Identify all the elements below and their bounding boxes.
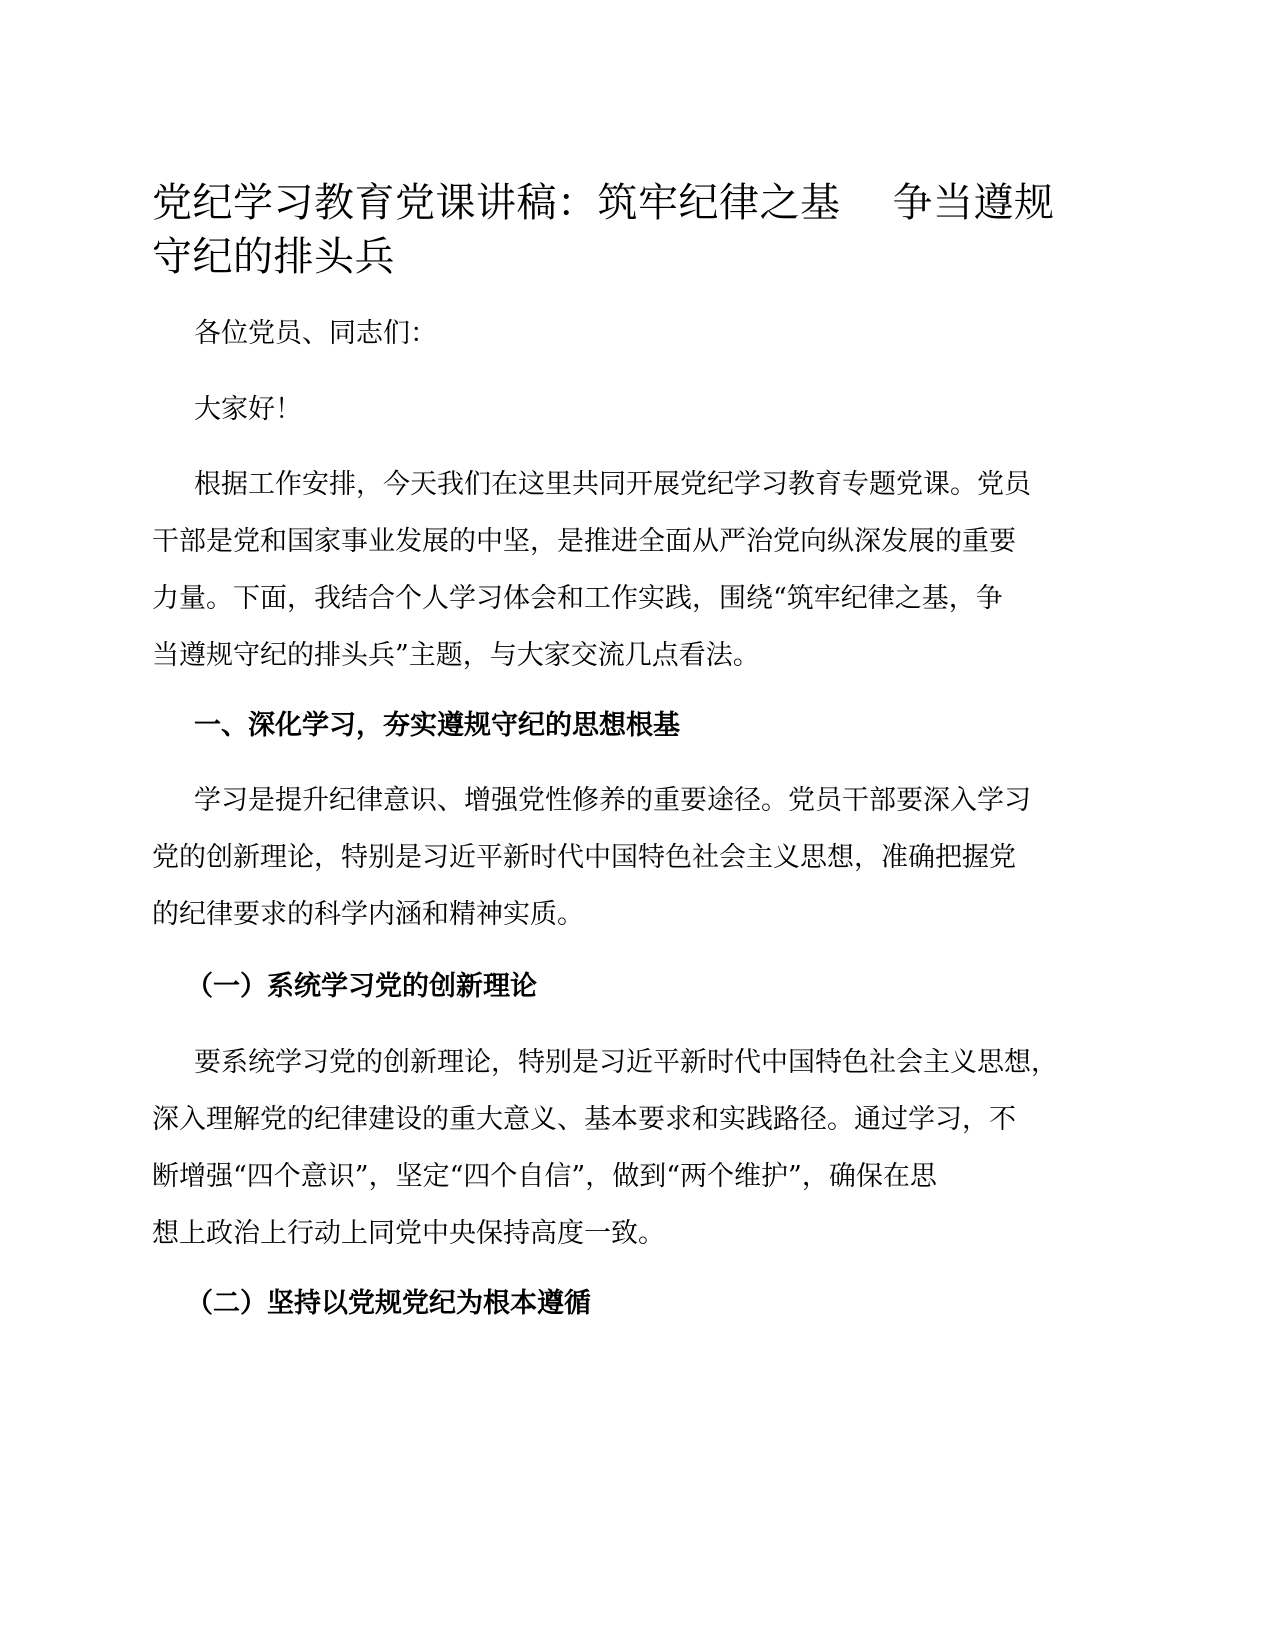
- intro-line-2: 干部是党和国家事业发展的中坚，是推进全面从严治党向纵深发展的重要: [152, 526, 1016, 557]
- subsection-1-line-3: 断增强“四个意识”，坚定“四个自信”，做到“两个维护”，确保在思: [152, 1161, 937, 1192]
- salutation: 各位党员、同志们：: [194, 318, 437, 349]
- subsection-1-line-1: 要系统学习党的创新理论，特别是习近平新时代中国特色社会主义思想，: [194, 1047, 1058, 1078]
- title-part-1: 党纪学习教育党课讲稿：筑牢纪律之基: [152, 180, 841, 226]
- document-title: [152, 176, 1112, 284]
- subsection-1-line-2: 深入理解党的纪律建设的重大意义、基本要求和实践路径。通过学习，不: [152, 1104, 1016, 1135]
- intro-line-1: 根据工作安排，今天我们在这里共同开展党纪学习教育专题党课。党员: [194, 469, 1031, 500]
- subsection-1-heading: （一）系统学习党的创新理论: [186, 971, 537, 1002]
- subsection-1-line-4: 想上政治上行动上同党中央保持高度一致。: [152, 1218, 665, 1249]
- section-1-paragraph: [152, 772, 1031, 943]
- section-1-line-3: 的纪律要求的科学内涵和精神实质。: [152, 899, 584, 930]
- greeting: 大家好！: [194, 394, 302, 425]
- subsection-2-heading: （二）坚持以党规党纪为根本遵循: [186, 1288, 591, 1319]
- section-1-line-2: 党的创新理论，特别是习近平新时代中国特色社会主义思想，准确把握党: [152, 842, 1016, 873]
- section-1-heading: 一、深化学习，夯实遵规守纪的思想根基: [194, 710, 680, 741]
- section-1-line-1: 学习是提升纪律意识、增强党性修养的重要途径。党员干部要深入学习: [194, 785, 1031, 816]
- intro-line-4: 当遵规守纪的排头兵”主题，与大家交流几点看法。: [152, 640, 760, 671]
- intro-line-3: 力量。下面，我结合个人学习体会和工作实践，围绕“筑牢纪律之基，争: [152, 583, 1003, 614]
- title-part-2: 争当遵规: [892, 180, 1055, 226]
- title-line-2: 守纪的排头兵: [152, 234, 395, 280]
- intro-paragraph: [152, 456, 1031, 684]
- subsection-1-paragraph: [152, 1034, 1058, 1262]
